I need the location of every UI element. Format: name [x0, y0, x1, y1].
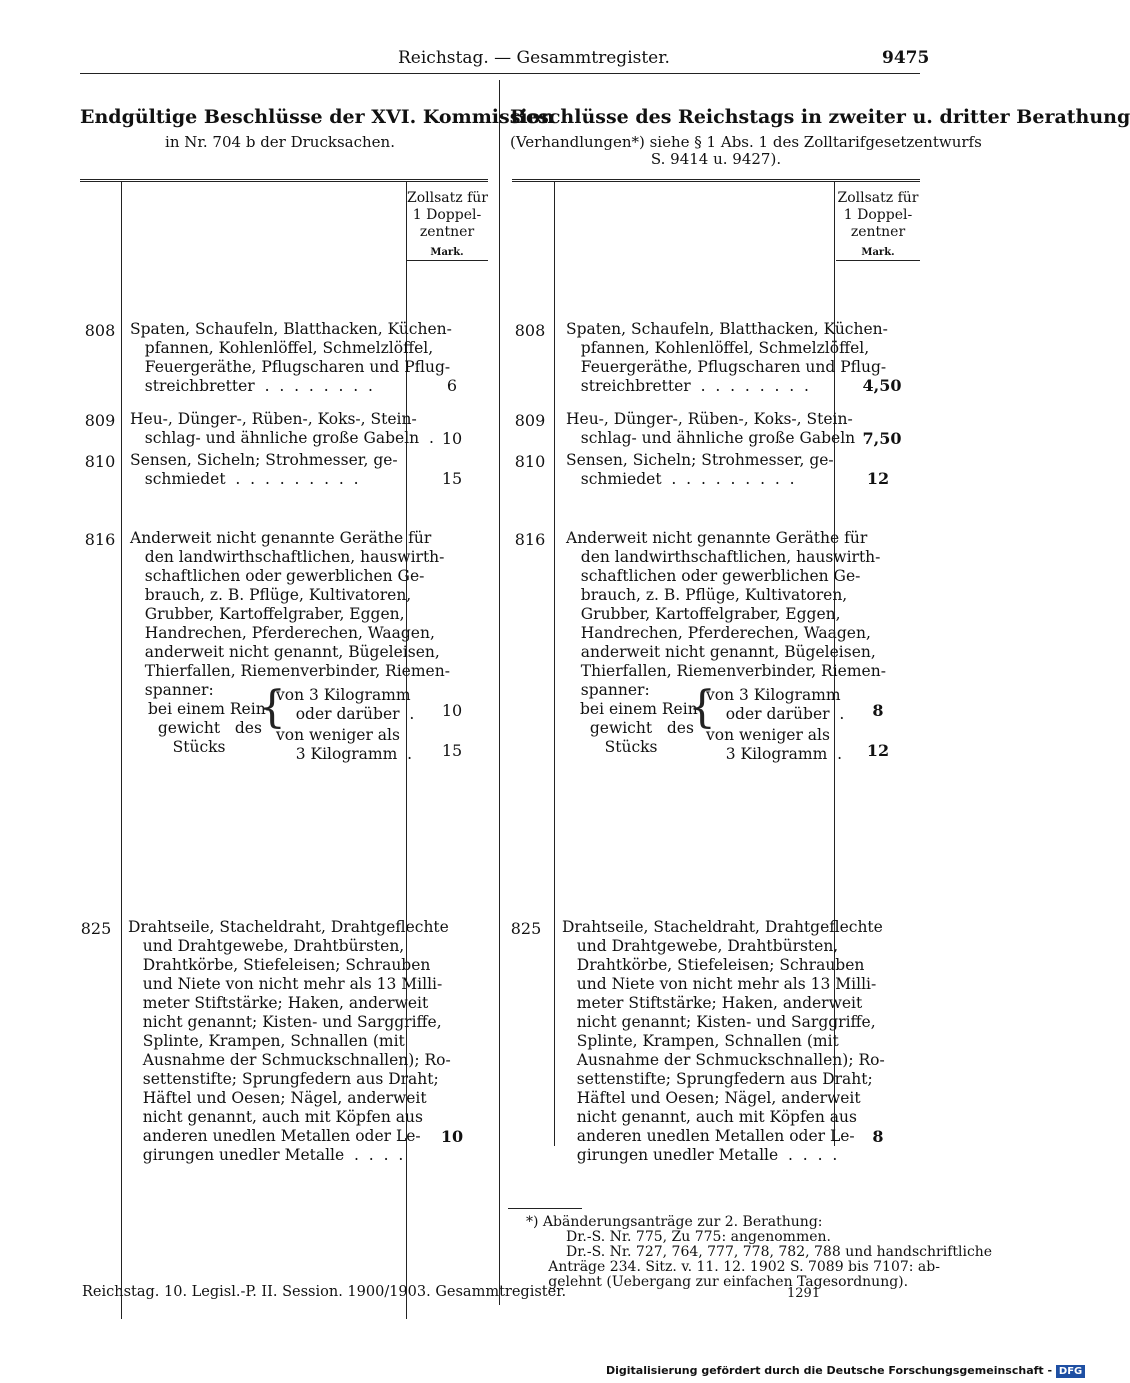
- left-brace: {: [258, 682, 286, 733]
- right-unit-rule: [836, 260, 920, 261]
- right-brace: {: [688, 682, 716, 733]
- left-weight-label: bei einem Rein- gewicht des Stücks: [148, 700, 271, 756]
- left-entry-810-number: 810: [84, 452, 116, 471]
- right-option-light: von weniger als 3 Kilogramm .: [706, 726, 843, 763]
- left-num-col-rule: [121, 181, 122, 1319]
- right-entry-809-text: Heu-, Dünger-, Rüben-, Koks-, Stein- schlag- und ähnliche große Gabeln .: [566, 410, 870, 447]
- right-table-top-rule: [512, 179, 920, 182]
- right-entry-816-text: Anderweit nicht genannte Geräthe für den landwirthschaftlichen, hauswirth- schaftlichen oder gewerblichen Ge- brauch, z. B. Pflüge, Kultivatoren, Grubber, Kartoffelgraber, Eggen, Handrechen, Pferderechen, Waagen, anderweit nicht genannt, Bügeleisen, Thierfallen, Riemenverbinder, Riemen- spanner:: [566, 529, 886, 699]
- left-entry-825-text: Drahtseile, Stacheldraht, Drahtgeflechte und Drahtgewebe, Drahtbürsten, Drahtkörbe, Stiefeleisen; Schrauben und Niete von nicht mehr als 13 Milli- meter Stiftstärke; Haken, anderweit nicht genannt; Kisten- und Sarggriffe, Splinte, Krampen, Schnallen (mit Ausnahme der Schmuckschnallen); Ro- settenstifte; Sprungfedern aus Draht; Häftel und Oesen; Nägel, anderweit nicht genannt, auch mit Köpfen aus anderen unedlen Metallen oder Le- girungen unedler Metalle . . . .: [128, 918, 451, 1164]
- right-rate-header: Zollsatz für 1 Doppel- zentner: [837, 190, 919, 240]
- left-option-light-rate: 15: [441, 741, 463, 760]
- right-entry-816-number: 816: [514, 530, 546, 549]
- footnote: *) Abänderungsanträge zur 2. Berathung: Dr.-S. Nr. 775, Zu 775: angenommen. Dr.-S. Nr. 727, 764, 777, 778, 782, 788 und handschriftliche Anträge 234. Sitz. v. 11. 12. 1902 S. 7089 bis 7107: ab- gelehnt (Uebergang zur einfachen Tagesordnung).: [526, 1214, 993, 1290]
- right-entry-825-text: Drahtseile, Stacheldraht, Drahtgeflechte und Drahtgewebe, Drahtbürsten, Drahtkörbe, Stiefeleisen; Schrauben und Niete von nicht mehr als 13 Milli- meter Stiftstärke; Haken, anderweit nicht genannt; Kisten- und Sarggriffe, Splinte, Krampen, Schnallen (mit Ausnahme der Schmuckschnallen); Ro- settenstifte; Sprungfedern aus Draht; Häftel und Oesen; Nägel, anderweit nicht genannt, auch mit Köpfen aus anderen unedlen Metallen oder Le- girungen unedler Metalle . . . .: [562, 918, 885, 1164]
- dfg-logo-icon: DFG: [1056, 1365, 1085, 1378]
- right-entry-809-number: 809: [514, 411, 546, 430]
- right-title: Beschlüsse des Reichstags in zweiter u. dritter Berathung: [510, 106, 1130, 128]
- right-option-heavy: von 3 Kilogramm oder darüber .: [706, 686, 845, 723]
- left-entry-816-number: 816: [84, 530, 116, 549]
- left-subtitle: in Nr. 704 b der Drucksachen.: [165, 133, 395, 151]
- page-reference: 1291: [787, 1286, 821, 1301]
- left-entry-808-rate: 6: [446, 376, 458, 395]
- digitization-credit: [606, 1364, 1085, 1378]
- left-unit-rule: [407, 260, 488, 261]
- left-entry-808-text: Spaten, Schaufeln, Blatthacken, Küchen- pfannen, Kohlenlöffel, Schmelzlöffel, Feuergeräthe, Pflugscharen und Pflug- streichbretter . . . . . . . .: [130, 320, 452, 395]
- left-entry-825-number: 825: [80, 919, 112, 938]
- right-entry-808-text: Spaten, Schaufeln, Blatthacken, Küchen- pfannen, Kohlenlöffel, Schmelzlöffel, Feuergeräthe, Pflugscharen und Pflug- streichbretter . . . . . . . .: [566, 320, 888, 395]
- footnote-rule: [508, 1208, 582, 1209]
- right-entry-808-number: 808: [514, 321, 546, 340]
- left-entry-808-number: 808: [84, 321, 116, 340]
- left-option-heavy: von 3 Kilogramm oder darüber .: [276, 686, 415, 723]
- column-divider: [499, 80, 500, 1305]
- left-entry-809-text: Heu-, Dünger-, Rüben-, Koks-, Stein- schlag- und ähnliche große Gabeln .: [130, 410, 434, 447]
- right-entry-808-rate: 4,50: [862, 376, 902, 395]
- right-entry-809-rate: 7,50: [862, 429, 902, 448]
- left-option-light: von weniger als 3 Kilogramm .: [276, 726, 413, 763]
- left-entry-825-rate: 10: [440, 1127, 464, 1146]
- right-entry-810-rate: 12: [866, 469, 890, 488]
- left-unit-label: Mark.: [430, 247, 464, 258]
- right-weight-label: bei einem Rein- gewicht des Stücks: [580, 700, 703, 756]
- left-title: Endgültige Beschlüsse der XVI. Kommission: [80, 106, 555, 128]
- left-footer: Reichstag. 10. Legisl.-P. II. Session. 1900/1903. Gesammtregister.: [82, 1284, 567, 1300]
- right-entry-825-rate: 8: [872, 1127, 884, 1146]
- right-subtitle: (Verhandlungen*) siehe § 1 Abs. 1 des Zolltarifgesetzentwurfs S. 9414 u. 9427).: [510, 133, 982, 168]
- digitization-credit-text: Digitalisierung gefördert durch die Deutsche Forschungsgemeinschaft -: [606, 1364, 1053, 1377]
- right-entry-810-number: 810: [514, 452, 546, 471]
- header-rule: [80, 73, 920, 74]
- right-unit-label: Mark.: [861, 247, 895, 258]
- left-entry-809-number: 809: [84, 411, 116, 430]
- running-header: Reichstag. — Gesammtregister.: [398, 48, 670, 68]
- left-entry-809-rate: 10: [441, 429, 463, 448]
- page-number: 9475: [882, 48, 930, 68]
- right-option-light-rate: 12: [866, 741, 890, 760]
- left-entry-810-rate: 15: [441, 469, 463, 488]
- right-entry-810-text: Sensen, Sicheln; Strohmesser, ge- schmiedet . . . . . . . . .: [566, 451, 834, 488]
- left-entry-810-text: Sensen, Sicheln; Strohmesser, ge- schmiedet . . . . . . . . .: [130, 451, 398, 488]
- left-rate-header: Zollsatz für 1 Doppel- zentner: [407, 190, 488, 240]
- left-option-heavy-rate: 10: [441, 701, 463, 720]
- right-entry-825-number: 825: [510, 919, 542, 938]
- left-table-top-rule: [80, 179, 488, 182]
- left-entry-816-text: Anderweit nicht genannte Geräthe für den landwirthschaftlichen, hauswirth- schaftlichen oder gewerblichen Ge- brauch, z. B. Pflüge, Kultivatoren, Grubber, Kartoffelgraber, Eggen, Handrechen, Pferderechen, Waagen, anderweit nicht genannt, Bügeleisen, Thierfallen, Riemenverbinder, Riemen- spanner:: [130, 529, 450, 699]
- right-option-heavy-rate: 8: [872, 701, 884, 720]
